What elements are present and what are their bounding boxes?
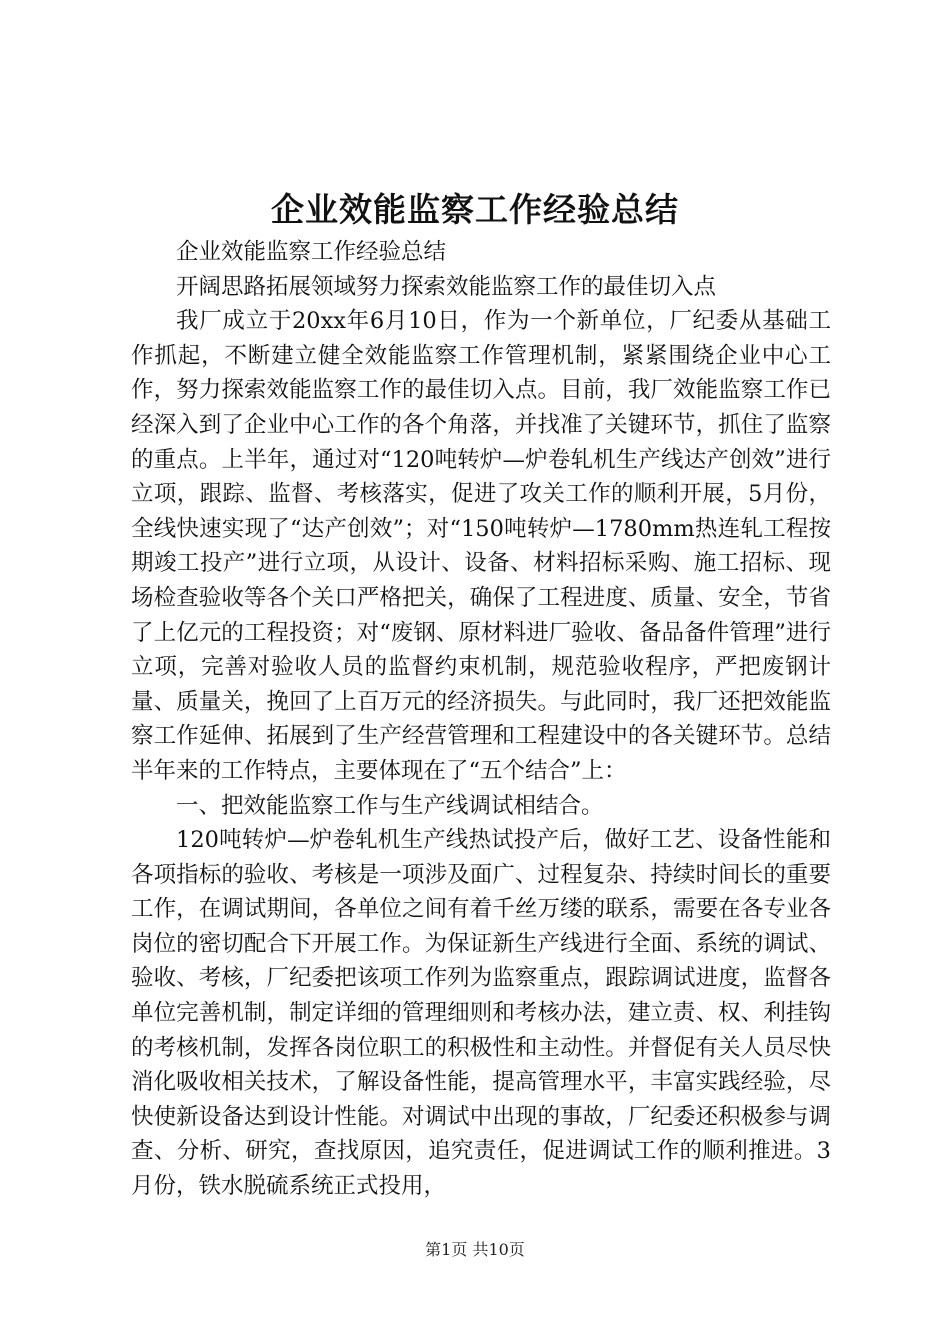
paragraph-subtitle: 企业效能监察工作经验总结: [176, 239, 447, 265]
document-title: 企业效能监察工作经验总结: [271, 190, 679, 229]
paragraph-section-heading: 一、把效能监察工作与生产线调试相结合。: [176, 792, 604, 819]
page-footer: 第1页 共10页: [425, 1240, 525, 1259]
paragraph-section-body: 120吨转炉—炉卷轧机生产线热试投产后，做好工艺、设备性能和各项指标的验收、考核是一项涉及面广、过程复杂、持续时间长的重要工作，在调试期间，各单位之间有着千丝万缕的联系，需要在各专业各岗位的密切配合下开展工作。为保证新生产线进行全面、系统的调试、验收、考核，厂纪委把该项工作列为监察重点，跟踪调试进度，监督各单位完善机制，制定详细的管理细则和考核办法，建立责、权、利挂钩的考核机制，发挥各岗位职工的积极性和主动性。并督促有关人员尽快消化吸收相关技术，了解设备性能，提高管理水平，丰富实践经验，尽快使新设备达到设计性能。对调试中出现的事故，厂纪委还积极参与调查、分析、研究，查找原因，追究责任，促进调试工作的顺利推进。3月份，铁水脱硫系统正式投用，: [131, 827, 831, 1200]
paragraph-heading: 开阔思路拓展领域努力探索效能监察工作的最佳切入点: [176, 273, 717, 300]
paragraph-intro: 我厂成立于20xx年6月10日，作为一个新单位，厂纪委从基础工作抓起，不断建立健全效能监察工作管理机制，紧紧围绕企业中心工作，努力探索效能监察工作的最佳切入点。目前，我厂效能监察工作已经深入到了企业中心工作的各个角落，并找准了关键环节，抓住了监察的重点。上半年，通过对“120吨转炉—炉卷轧机生产线达产创效”进行立项，跟踪、监督、考核落实，促进了攻关工作的顺利开展，5月份，全线快速实现了“达产创效”；对“150吨转炉—1780mm热连轧工程按期竣工投产”进行立项，从设计、设备、材料招标采购、施工招标、现场检查验收等各个关口严格把关，确保了工程进度、质量、安全，节省了上亿元的工程投资；对“废钢、原材料进厂验收、备品备件管理”进行立项，完善对验收人员的监督约束机制，规范验收程序，严把废钢计量、质量关，挽回了上百万元的经济损失。与此同时，我厂还把效能监察工作延伸、拓展到了生产经营管理和工程建设中的各关键环节。总结半年来的工作特点，主要体现在了“五个结合”上：: [131, 308, 831, 784]
document-body: [131, 235, 831, 1204]
